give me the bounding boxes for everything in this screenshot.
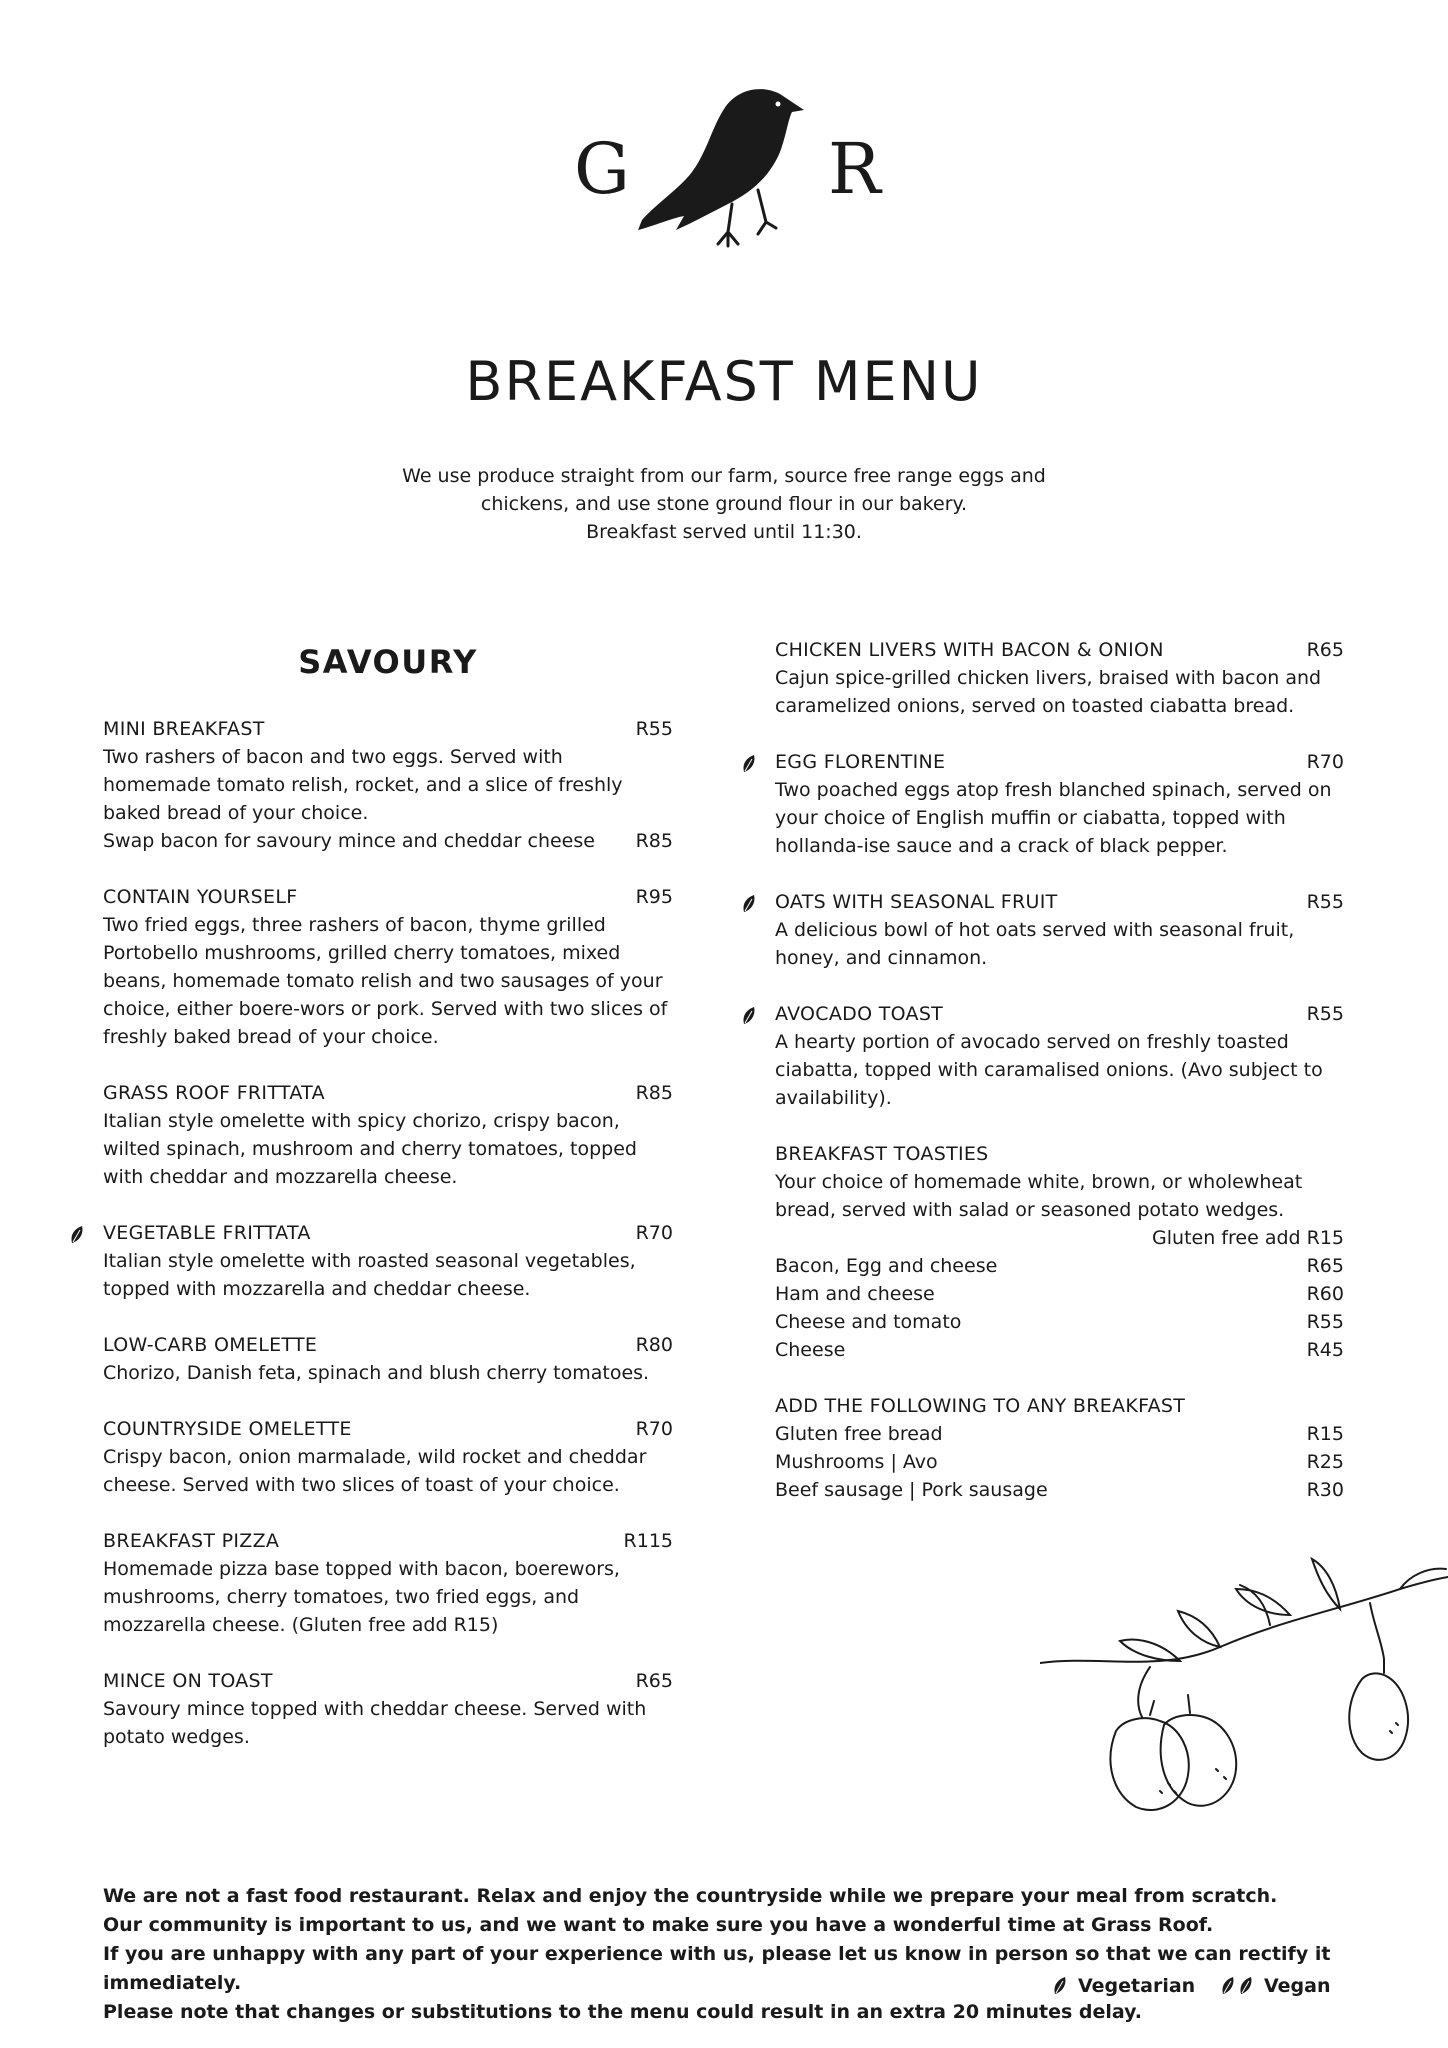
footer-line: Please note that changes or substitutions to the menu could result in an extra 20 minutes delay. [103,2001,1143,2023]
item-price: R65 [635,1670,673,1692]
item-name: BREAKFAST PIZZA [103,1530,280,1552]
menu-item [103,1527,673,1639]
item-name: LOW-CARB OMELETTE [103,1334,318,1356]
footer-notes [103,1882,1448,2027]
item-description: Italian style omelette with roasted seasonal vegetables, topped with mozzarella and cheddar cheese. [103,1250,636,1300]
toastie-row [775,1252,1344,1280]
item-description: Two poached eggs atop fresh blanched spinach, served on your choice of English muffin or ciabatta, topped with hollanda-ise sauce and a crack of black pepper. [775,779,1332,857]
item-description: Your choice of homemade white, brown, or wholewheat bread, served with salad or seasoned potato wedges. [775,1171,1303,1221]
intro-text [0,462,1448,546]
menu-item [103,715,673,855]
item-price: R80 [635,1334,673,1356]
toastie-row [775,1280,1344,1308]
item-name: MINCE ON TOAST [103,1670,273,1692]
item-price: R95 [635,886,673,908]
grass-roof-logo [560,80,900,280]
addon-label: Gluten free bread [775,1423,943,1445]
item-description: Two fried eggs, three rashers of bacon, thyme grilled Portobello mushrooms, grilled cherry tomatoes, mixed beans, homemade tomato relish and two sausages of your choice, either boere-wors or pork. Served with two slices of freshly baked bread of your choice. [103,914,668,1048]
toastie-price: R60 [1306,1283,1344,1305]
toastie-price: R65 [1306,1255,1344,1277]
menu-item [103,1331,673,1387]
item-name: EGG FLORENTINE [775,751,946,773]
item-price: R55 [1306,891,1344,913]
legend-vegan [1220,1975,1331,1997]
item-price: R55 [1306,1003,1344,1025]
footer-line: Our community is important to us, and we want to make sure you have a wonderful time at Grass Roof. [103,1914,1214,1936]
item-description: Two rashers of bacon and two eggs. Served with homemade tomato relish, rocket, and a slice of freshly baked bread of your choice. [103,746,623,824]
addons-section [775,1392,1344,1504]
addon-row [775,1420,1344,1448]
item-name: AVOCADO TOAST [775,1003,944,1025]
lemon-branch-illustration [1040,1555,1448,1825]
intro-line: We use produce straight from our farm, source free range eggs and [402,465,1046,487]
toastie-label: Bacon, Egg and cheese [775,1255,998,1277]
logo-letter-g: G [574,128,630,210]
legend-label: Vegan [1264,1975,1331,1997]
item-price: R70 [1306,751,1344,773]
vegan-leaf-icon [1238,1976,1254,1996]
vegetarian-leaf-icon [741,754,757,774]
menu-item [103,883,673,1051]
bird-icon [620,80,820,280]
legend-label: Vegetarian [1078,1975,1196,1997]
item-option-price: R85 [635,830,673,852]
item-price: R55 [635,718,673,740]
menu-item [775,1000,1344,1112]
menu-item [775,888,1344,972]
item-option: Swap bacon for savoury mince and cheddar cheese [103,830,595,852]
addon-price: R15 [1306,1423,1344,1445]
item-price: R70 [635,1418,673,1440]
item-name: BREAKFAST TOASTIES [775,1143,989,1165]
item-name: VEGETABLE FRITTATA [103,1222,311,1244]
item-description: Chorizo, Danish feta, spinach and blush cherry tomatoes. [103,1362,650,1384]
toastie-price: R45 [1306,1339,1344,1361]
item-name: CHICKEN LIVERS WITH BACON & ONION [775,639,1164,661]
addon-price: R25 [1306,1451,1344,1473]
addon-row [775,1448,1344,1476]
toastie-price: R55 [1306,1311,1344,1333]
addon-price: R30 [1306,1479,1344,1501]
item-description: A hearty portion of avocado served on freshly toasted ciabatta, topped with caramalised onions. (Avo subject to availability). [775,1031,1323,1109]
vegetarian-leaf-icon [1052,1976,1068,1996]
vegan-leaf-icon [1220,1976,1236,1996]
gluten-free-note: Gluten free add R15 [1152,1227,1344,1249]
item-price: R70 [635,1222,673,1244]
menu-item [775,748,1344,860]
footer-line: We are not a fast food restaurant. Relax and enjoy the countryside while we prepare your meal from scratch. [103,1885,1278,1907]
item-name: GRASS ROOF FRITTATA [103,1082,325,1104]
item-description: Homemade pizza base topped with bacon, boerewors, mushrooms, cherry tomatoes, two fried eggs, and mozzarella cheese. (Gluten free add R15) [103,1558,620,1636]
item-description: Cajun spice-grilled chicken livers, braised with bacon and caramelized onions, served on toasted ciabatta bread. [775,667,1322,717]
item-price: R85 [635,1082,673,1104]
menu-item [103,1079,673,1191]
toasties-section [775,1140,1344,1364]
addon-label: Beef sausage | Pork sausage [775,1479,1048,1501]
toastie-row [775,1336,1344,1364]
addon-label: Mushrooms | Avo [775,1451,938,1473]
item-name: CONTAIN YOURSELF [103,886,298,908]
toastie-label: Ham and cheese [775,1283,935,1305]
intro-line: chickens, and use stone ground flour in our bakery. [480,493,968,515]
menu-item [103,1219,673,1303]
vegetarian-leaf-icon [741,1006,757,1026]
item-name: ADD THE FOLLOWING TO ANY BREAKFAST [775,1395,1186,1417]
right-column [775,636,1344,1532]
item-price: R115 [623,1530,673,1552]
section-title-savoury: SAVOURY [298,643,478,681]
item-description: Italian style omelette with spicy chorizo, crispy bacon, wilted spinach, mushroom and cherry tomatoes, topped with cheddar and mozzarella cheese. [103,1110,637,1188]
intro-line: Breakfast served until 11:30. [586,521,862,543]
toastie-row [775,1308,1344,1336]
item-name: COUNTRYSIDE OMELETTE [103,1418,352,1440]
vegetarian-leaf-icon [741,894,757,914]
toastie-label: Cheese [775,1339,846,1361]
item-price: R65 [1306,639,1344,661]
logo-letter-r: R [828,128,881,210]
item-description: Savoury mince topped with cheddar cheese. Served with potato wedges. [103,1698,647,1748]
menu-item [103,1667,673,1751]
addon-row [775,1476,1344,1504]
item-description: Crispy bacon, onion marmalade, wild rocket and cheddar cheese. Served with two slices of toast of your choice. [103,1446,647,1496]
item-name: OATS WITH SEASONAL FRUIT [775,891,1058,913]
page-title: BREAKFAST MENU [465,350,983,413]
savoury-column [103,636,673,1779]
toastie-label: Cheese and tomato [775,1311,962,1333]
item-name: MINI BREAKFAST [103,718,265,740]
item-description: A delicious bowl of hot oats served with seasonal fruit, honey, and cinnamon. [775,919,1295,969]
footer-line: If you are unhappy with any part of your experience with us, please let us know in person so that we can rectify it immediately. [103,1943,1331,1994]
menu-item [103,1415,673,1499]
vegetarian-leaf-icon [69,1225,85,1245]
menu-item [775,636,1344,720]
legend-vegetarian [1052,1975,1195,1997]
